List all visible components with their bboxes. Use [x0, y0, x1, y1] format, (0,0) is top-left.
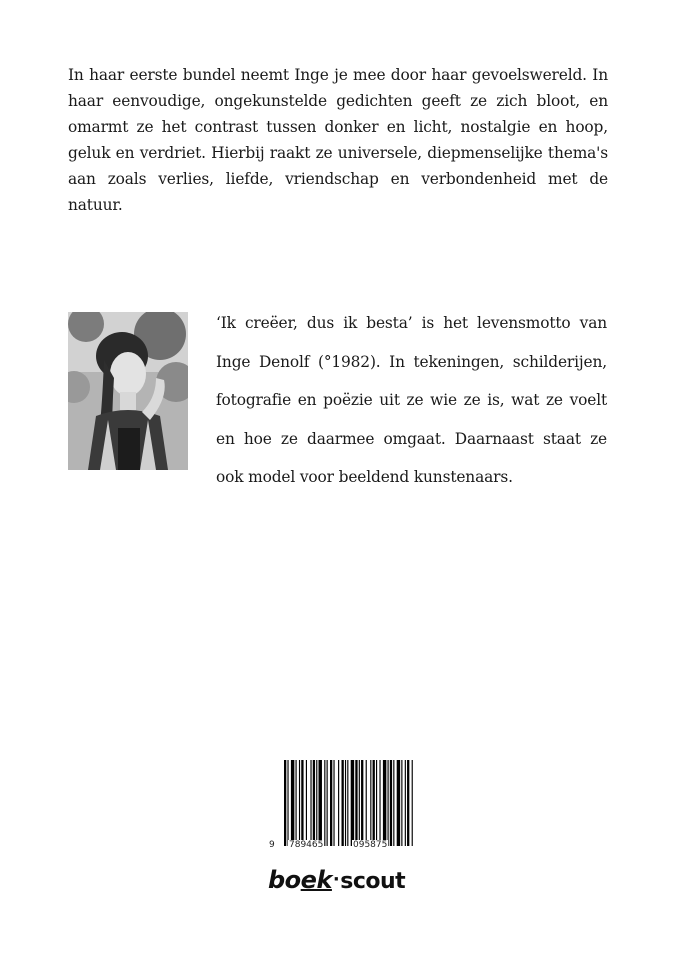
author-portrait-icon — [68, 312, 188, 470]
isbn-first-digit: 9 — [269, 840, 275, 850]
isbn-right-group: 095875 — [353, 840, 388, 850]
logo-part-ek: ek — [300, 866, 332, 894]
logo-part-scout: scout — [340, 869, 406, 894]
back-cover-blurb: In haar eerste bundel neemt Inge je mee door haar gevoelswereld. In haar eenvoudige, ongekunstelde gedichten geeft ze zich bloot, en omarmt ze het contrast tussen donker en licht, nostalgie en hoop, geluk en verdriet. Hierbij raakt ze universele, diepmenselijke thema's aan zoals verlies, liefde, vriendschap en verbondenheid met de natuur. — [68, 66, 608, 214]
publisher-logo — [268, 866, 412, 896]
isbn-digits — [266, 840, 416, 852]
author-photo — [68, 312, 188, 470]
logo-part-bo: bo — [268, 866, 301, 894]
author-bio: ‘Ik creëer, dus ik besta’ is het levensmotto van Inge Denolf (°1982). In tekeningen, schilderijen, fotografie en poëzie uit ze wie ze is, wat ze voelt en hoe ze daarmee omgaat. Daarnaast staat ze ook model voor beeldend kunstenaars. — [216, 314, 607, 486]
isbn-left-group: 789465 — [289, 840, 324, 850]
logo-dot: · — [332, 869, 340, 890]
